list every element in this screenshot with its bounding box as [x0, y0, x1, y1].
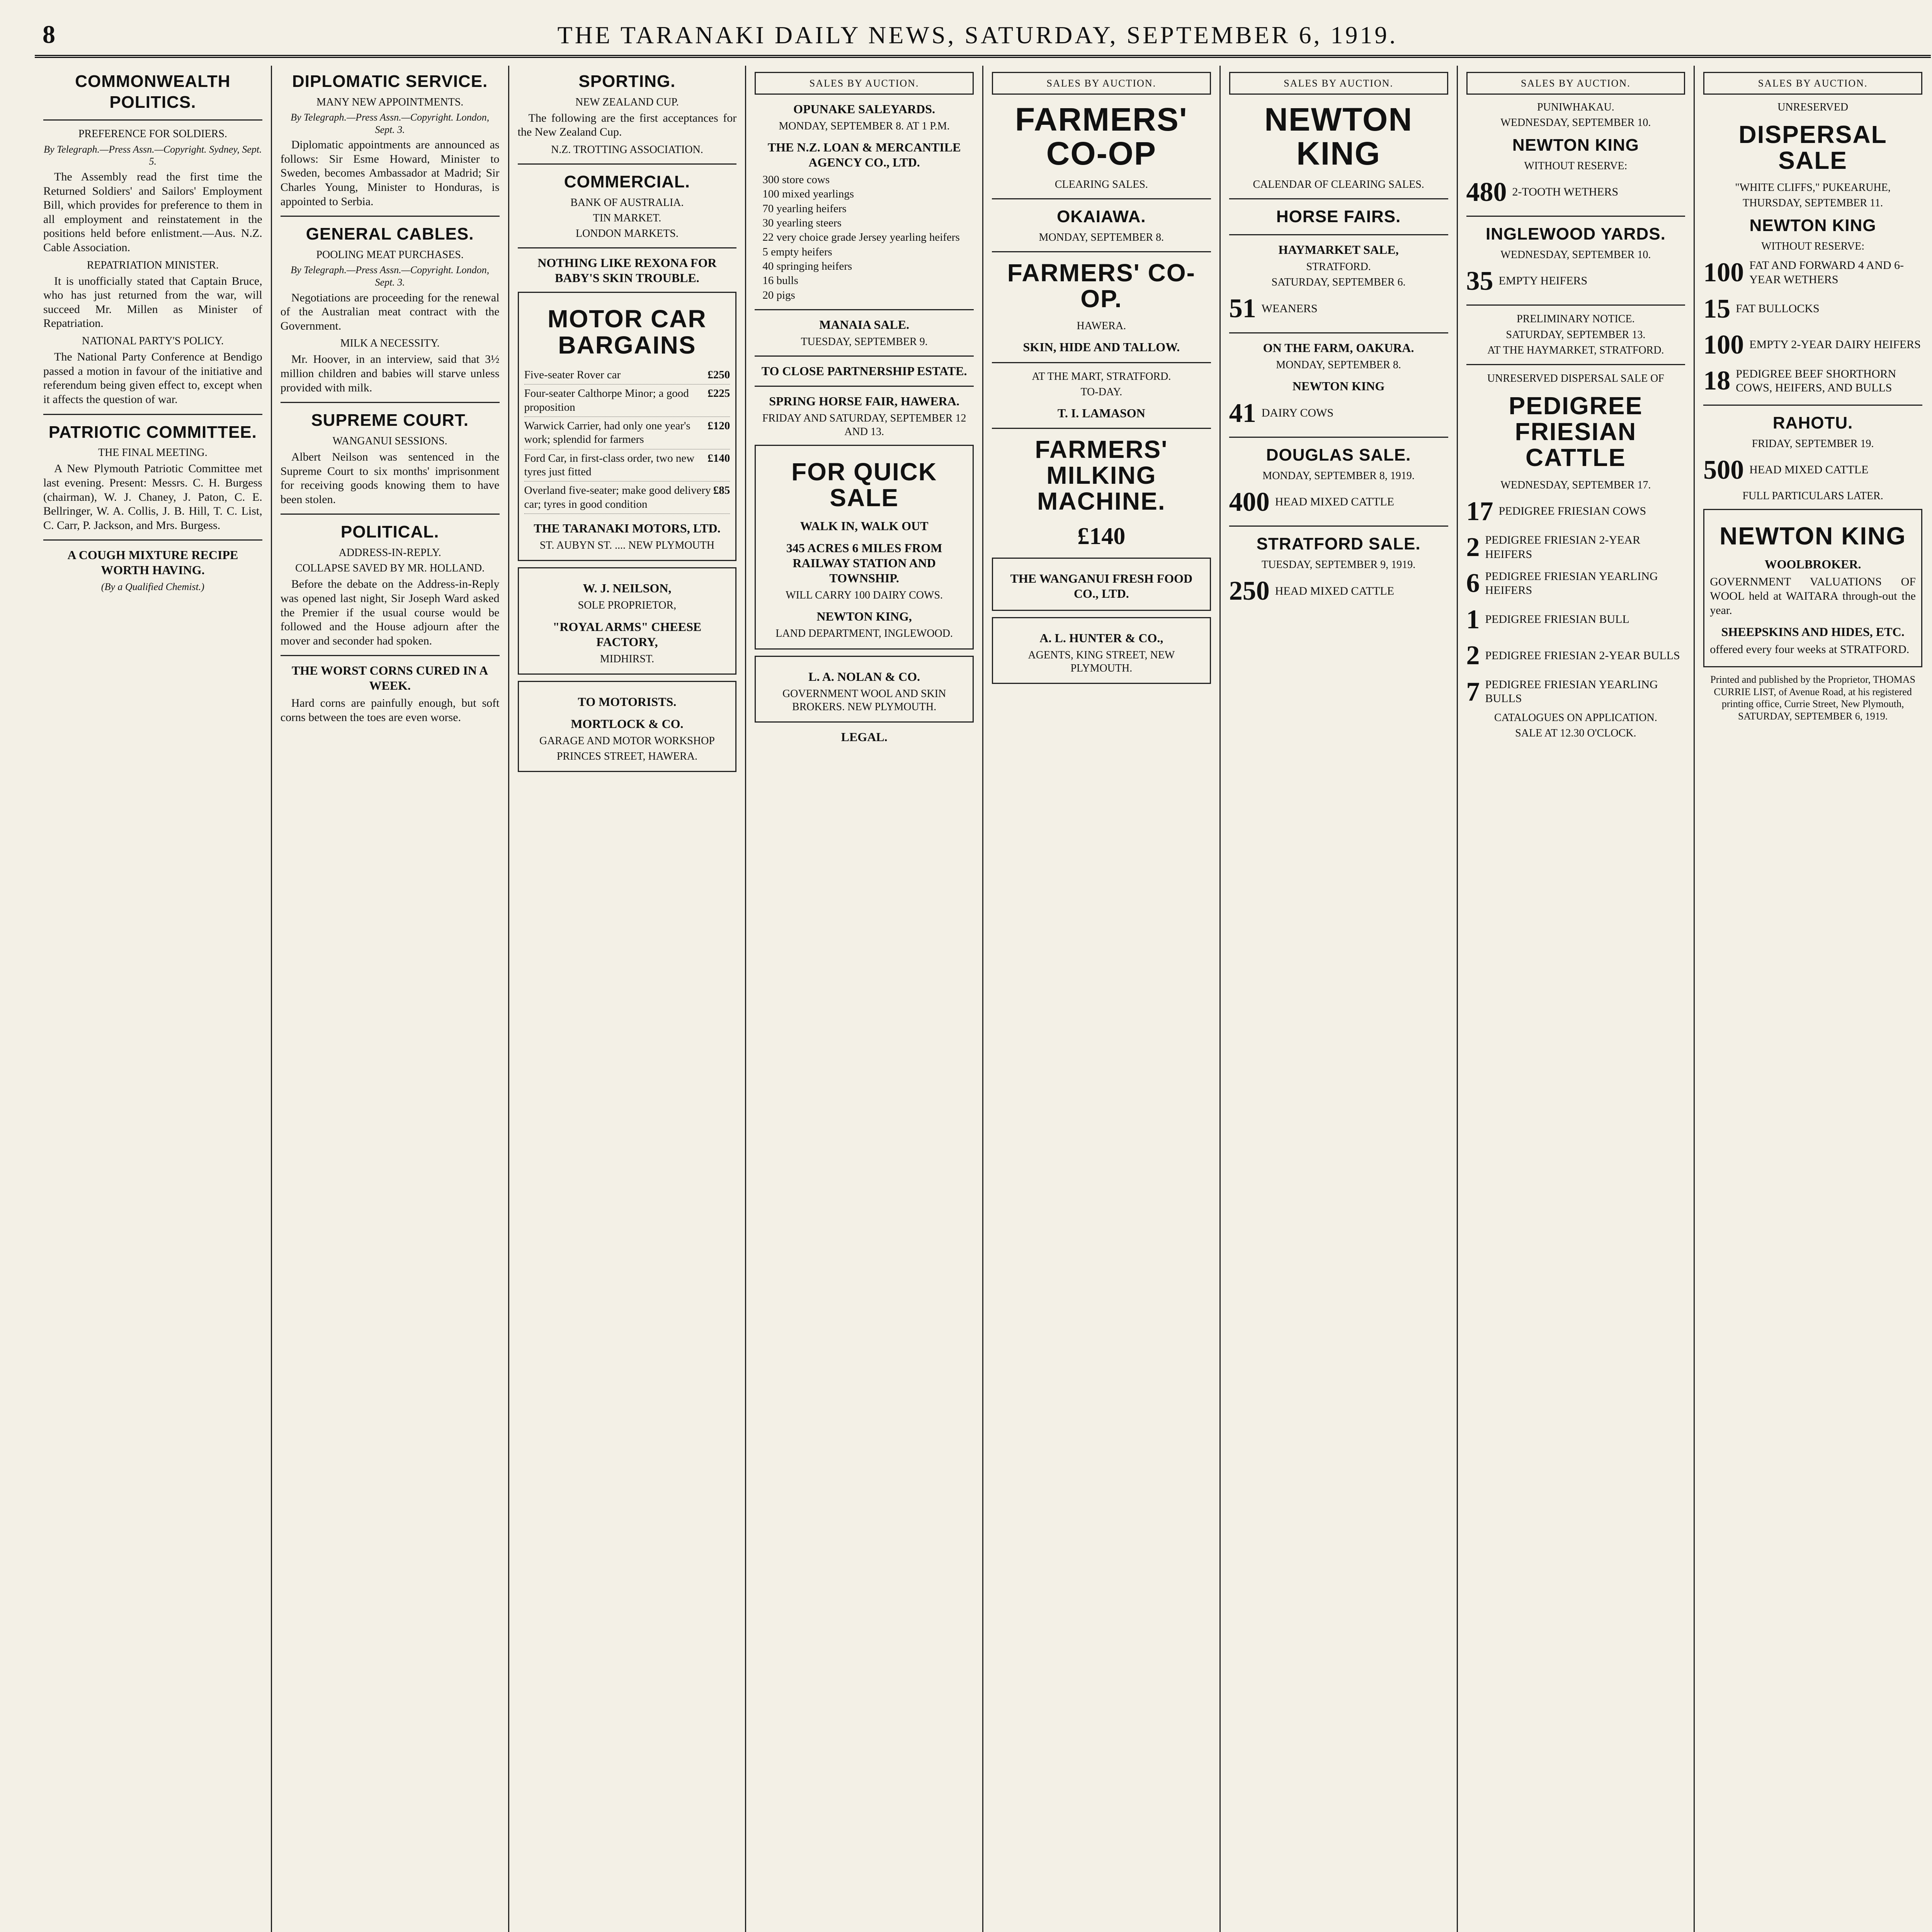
- headline-diplomatic: DIPLOMATIC SERVICE.: [292, 72, 488, 91]
- subhead: COLLAPSE SAVED BY MR. HOLLAND.: [295, 562, 485, 575]
- nolan-name: L. A. NOLAN & CO.: [808, 669, 920, 684]
- column-3: [509, 66, 747, 1932]
- milking-price: £140: [1077, 523, 1126, 550]
- lot-count: 18: [1703, 366, 1731, 396]
- lot: 400 HEAD MIXED CATTLE: [1229, 487, 1395, 517]
- subhead-final-meeting: THE FINAL MEETING.: [98, 447, 207, 459]
- okaiawa-heading: OKAIAWA.: [1057, 207, 1146, 226]
- lot: [1466, 495, 1685, 528]
- unreserved: UNRESERVED: [1777, 101, 1849, 113]
- princes-street: PRINCES STREET, HAWERA.: [556, 750, 698, 762]
- lot-desc: FAT BULLOCKS: [1736, 302, 1820, 315]
- horse-fairs: HORSE FAIRS.: [1276, 207, 1401, 226]
- lot: [1703, 256, 1922, 289]
- dispersal: UNRESERVED DISPERSAL SALE OF: [1487, 372, 1664, 384]
- article-body: A New Plymouth Patriotic Committee met last evening. Present: Messrs. C. H. Burgess (chairman), W. J. Chaney, J. Paton, C. E. Bellringer, W. A. Collis, J. B. Hill, T. C. List, C. Carr, P. Jackson, and Mrs. Burgess.: [43, 462, 262, 532]
- horse-fair-heading: SPRING HORSE FAIR, HAWERA.: [769, 394, 960, 408]
- white-cliffs: "WHITE CLIFFS," PUKEARUHE,: [1735, 182, 1891, 194]
- article-body: The Assembly read the first time the Returned Soldiers' and Sailors' Employment Bill, which provides for preference to them in all employment and reinstatement in the positions held before enlistment.—Aus. N.Z. Cable Association.: [43, 170, 262, 254]
- car-row: [524, 384, 730, 417]
- haymarket-sub: STRATFORD.: [1306, 260, 1371, 273]
- horse-fair-date: FRIDAY AND SATURDAY, SEPTEMBER 12 AND 13.: [762, 412, 966, 438]
- column-6: [1221, 66, 1458, 1932]
- opunake-heading: OPUNAKE SALEYARDS.: [793, 102, 935, 116]
- car-item: Five-seater Rover car: [524, 368, 621, 381]
- haymarket-date: SATURDAY, SEPTEMBER 6.: [1271, 276, 1406, 288]
- taranaki-motors: THE TARANAKI MOTORS, LTD.: [534, 521, 721, 536]
- column-1: [35, 66, 272, 1932]
- article-body: Before the debate on the Address-in-Reply was opened last night, Sir Joseph Ward asked the Premier if the usual course would be followed and the House adjourn after the mover and seconder had spoken.: [280, 578, 500, 647]
- dateline: By Telegraph.—Press Assn.—Copyright. London, Sept. 3.: [291, 264, 490, 288]
- nolan-sub: GOVERNMENT WOOL AND SKIN BROKERS. NEW PLYMOUTH.: [782, 687, 946, 713]
- calendar: CALENDAR OF CLEARING SALES.: [1253, 178, 1424, 190]
- headline-corns: THE WORST CORNS CURED IN A WEEK.: [291, 663, 488, 693]
- column-5: [983, 66, 1221, 1932]
- stock-item: 20 pigs: [762, 289, 795, 301]
- car-row: [524, 481, 730, 514]
- newton-king: NEWTON KING,: [816, 609, 912, 624]
- lot: 500 HEAD MIXED CATTLE: [1703, 455, 1869, 485]
- car-row: [524, 449, 730, 482]
- article-body: Mr. Hoover, in an interview, said that 3½ million children and babies will starve unless provided with milk.: [280, 353, 500, 394]
- lot-count: 15: [1703, 294, 1731, 324]
- stock-item: 70 yearling heifers: [762, 202, 847, 215]
- car-item: Warwick Carrier, had only one year's work; splendid for farmers: [524, 419, 690, 446]
- midhirst: MIDHIRST.: [600, 653, 654, 665]
- lot-count: 2: [1466, 532, 1480, 563]
- prelim-date: SATURDAY, SEPTEMBER 13.: [1506, 328, 1646, 341]
- oakura: ON THE FARM, OAKURA.: [1263, 340, 1414, 355]
- wanganui-advert: [992, 558, 1211, 611]
- clearing-sales: CLEARING SALES.: [1054, 178, 1148, 190]
- dateline: By Telegraph.—Press Assn.—Copyright. Sydney, Sept. 5.: [44, 143, 262, 167]
- car-row: [524, 417, 730, 449]
- stock-item: 30 yearling steers: [762, 216, 842, 229]
- lot-count: 17: [1466, 496, 1493, 526]
- reserve: WITHOUT RESERVE:: [1524, 160, 1628, 172]
- newton-king-banner: NEWTON KING: [1264, 101, 1413, 172]
- oakura-date: MONDAY, SEPTEMBER 8.: [1276, 359, 1401, 371]
- woolbroker: WOOLBROKER.: [1764, 557, 1861, 571]
- headline-patriotic: PATRIOTIC COMMITTEE.: [48, 422, 257, 442]
- royal-arms: "ROYAL ARMS" CHEESE FACTORY,: [553, 619, 702, 649]
- ped-date: WEDNESDAY, SEPTEMBER 17.: [1500, 479, 1651, 491]
- car-price: £140: [707, 452, 730, 464]
- white-cliffs-lots: [1703, 256, 1922, 398]
- lot: [1703, 328, 1922, 361]
- douglas: DOUGLAS SALE.: [1266, 446, 1411, 465]
- lot-desc: PEDIGREE FRIESIAN YEARLING BULLS: [1485, 678, 1658, 705]
- hunter-name: A. L. HUNTER & CO.,: [1039, 631, 1163, 645]
- car-price: £225: [707, 387, 730, 400]
- hunter-advert: [992, 617, 1211, 684]
- dateline: By Telegraph.—Press Assn.—Copyright. London, Sept. 3.: [291, 111, 490, 135]
- dispersal-banner: DISPERSAL SALE: [1738, 120, 1887, 174]
- quick-sale-banner: FOR QUICK SALE: [791, 457, 937, 512]
- rahotu-date: FRIDAY, SEPTEMBER 19.: [1752, 437, 1874, 450]
- car-price: £250: [707, 368, 730, 381]
- lot: [1703, 364, 1922, 397]
- manaia-heading: MANAIA SALE.: [819, 318, 910, 332]
- lot-desc: FAT AND FORWARD 4 AND 6-YEAR WETHERS: [1749, 259, 1904, 286]
- lot: 35 EMPTY HEIFERS: [1466, 266, 1588, 296]
- subhead: ADDRESS-IN-REPLY.: [338, 547, 441, 559]
- subhead: BANK OF AUSTRALIA.: [570, 196, 684, 209]
- section-header: SALES BY AUCTION.: [755, 72, 974, 95]
- neilson-advert: [518, 567, 737, 674]
- sale-time: SALE AT 12.30 O'CLOCK.: [1515, 727, 1636, 740]
- car-item: Overland five-seater; make good delivery car; tyres in good condition: [524, 484, 711, 510]
- headline-rexona: NOTHING LIKE REXONA FOR BABY'S SKIN TROUBLE.: [537, 256, 717, 285]
- reserve: WITHOUT RESERVE:: [1761, 240, 1865, 253]
- lot: [1466, 603, 1685, 636]
- lot-desc: PEDIGREE FRIESIAN 2-YEAR HEIFERS: [1485, 534, 1641, 561]
- headline-supreme-court: SUPREME COURT.: [311, 411, 469, 430]
- neilson-name: W. J. NEILSON,: [583, 581, 672, 595]
- stock-item: 16 bulls: [762, 274, 798, 287]
- lot: [1703, 293, 1922, 325]
- lot: [1466, 639, 1685, 672]
- land-dept: LAND DEPARTMENT, INGLEWOOD.: [776, 628, 953, 640]
- car-price: £85: [713, 484, 730, 497]
- mortlock: MORTLOCK & CO.: [571, 716, 684, 731]
- dairy-cows: WILL CARRY 100 DAIRY COWS.: [786, 589, 943, 602]
- byline: (By a Qualified Chemist.): [101, 581, 204, 593]
- milking-machine-banner: FARMERS' MILKING MACHINE.: [1035, 435, 1168, 515]
- article-body: The National Party Conference at Bendigo passed a motion in favour of the initiative and referendum being given effect to, except when it affects the question of war.: [43, 350, 262, 406]
- waitara: GOVERNMENT VALUATIONS OF WOOL held at WAITARA through-out the year.: [1710, 575, 1916, 617]
- headline-commercial: COMMERCIAL.: [564, 172, 690, 192]
- acres: 345 ACRES 6 MILES FROM RAILWAY STATION AND TOWNSHIP.: [786, 541, 942, 585]
- rahotu: RAHOTU.: [1772, 413, 1853, 432]
- nolan-advert: [755, 656, 974, 723]
- inglewood-date: WEDNESDAY, SEPTEMBER 10.: [1500, 248, 1651, 261]
- lot-count: 7: [1466, 677, 1480, 707]
- woolbroker-banner: NEWTON KING: [1719, 522, 1906, 550]
- puniwhakau: PUNIWHAKAU.: [1537, 101, 1614, 113]
- masthead: [35, 20, 1931, 58]
- car-row: [524, 366, 730, 384]
- sheepskins-sub: offered every four weeks at STRATFORD.: [1710, 643, 1910, 656]
- pedigree-banner: PEDIGREE FRIESIAN CATTLE: [1509, 391, 1643, 472]
- article-body: It is unofficially stated that Captain Bruce, who has just returned from the war, will succeed Mr. Millen as Minister of Repatriation.: [43, 274, 262, 330]
- newton-king: NEWTON KING: [1749, 216, 1876, 235]
- nzloan-heading: THE N.Z. LOAN & MERCANTILE AGENCY CO., LTD.: [767, 140, 961, 169]
- car-list: [524, 366, 730, 514]
- lot-desc: EMPTY 2-YEAR DAIRY HEIFERS: [1749, 338, 1921, 351]
- garage: GARAGE AND MOTOR WORKSHOP: [539, 735, 715, 747]
- particulars: FULL PARTICULARS LATER.: [1742, 490, 1883, 502]
- subhead: POOLING MEAT PURCHASES.: [316, 248, 464, 261]
- lot: 51 WEANERS: [1229, 294, 1318, 324]
- inglewood: INGLEWOOD YARDS.: [1485, 224, 1666, 244]
- lot: [1466, 531, 1685, 564]
- subhead: WANGANUI SESSIONS.: [332, 435, 447, 447]
- subhead: NEW ZEALAND CUP.: [575, 96, 679, 108]
- article-body: The following are the first acceptances for the New Zealand Cup.: [517, 111, 737, 139]
- stock-item: 300 store cows: [762, 173, 830, 186]
- lot: 250 HEAD MIXED CATTLE: [1229, 576, 1395, 606]
- sheepskins: SHEEPSKINS AND HIDES, ETC.: [1721, 625, 1905, 639]
- hunter-sub: AGENTS, KING STREET, NEW PLYMOUTH.: [1028, 649, 1175, 675]
- partnership-heading: TO CLOSE PARTNERSHIP ESTATE.: [761, 364, 967, 378]
- subhead-repatriation: REPATRIATION MINISTER.: [87, 259, 219, 271]
- catalogues: CATALOGUES ON APPLICATION.: [1494, 712, 1657, 724]
- headline-political: POLITICAL.: [340, 522, 439, 542]
- subhead: MILK A NECESSITY.: [340, 337, 440, 350]
- article-body: Diplomatic appointments are announced as follows: Sir Esme Howard, Minister to Sweden, becomes Ambassador at Madrid; Sir Charles Young, Minister to Honduras, is appointed to Serbia.: [280, 138, 500, 208]
- section-header: SALES BY AUCTION.: [1703, 72, 1922, 95]
- lot-desc: PEDIGREE FRIESIAN 2-YEAR BULLS: [1485, 649, 1680, 662]
- headline-general-cables: GENERAL CABLES.: [306, 224, 474, 244]
- mart: AT THE MART, STRATFORD.: [1032, 370, 1171, 383]
- lot-desc: PEDIGREE FRIESIAN COWS: [1498, 505, 1646, 518]
- section-header: SALES BY AUCTION.: [992, 72, 1211, 95]
- legal-heading: LEGAL.: [841, 730, 888, 744]
- stratford: STRATFORD SALE.: [1256, 534, 1421, 554]
- opunake-date: MONDAY, SEPTEMBER 8. AT 1 P.M.: [779, 120, 950, 132]
- columns: [35, 66, 1931, 1932]
- lot-count: 100: [1703, 330, 1744, 360]
- neilson-role: SOLE PROPRIETOR,: [578, 599, 677, 612]
- to-motorists: TO MOTORISTS.: [578, 694, 677, 709]
- subhead-national-party: NATIONAL PARTY'S POLICY.: [82, 335, 224, 347]
- headline-cough: A COUGH MIXTURE RECIPE WORTH HAVING.: [67, 548, 238, 577]
- car-item: Ford Car, in first-class order, two new tyres just fitted: [524, 452, 695, 478]
- stratford-date: TUESDAY, SEPTEMBER 9, 1919.: [1261, 559, 1416, 571]
- farmers-coop-banner: FARMERS' CO-OP: [1015, 101, 1188, 172]
- stock-item: 22 very choice grade Jersey yearling heifers: [762, 231, 960, 244]
- column-7: [1458, 66, 1695, 1932]
- manaia-date: TUESDAY, SEPTEMBER 9.: [801, 336, 928, 348]
- mortlock-advert: [518, 681, 737, 772]
- article-body: Albert Neilson was sentenced in the Supreme Court to six months' imprisonment for receiving goods knowing them to have been stolen.: [280, 451, 500, 506]
- lot-count: 6: [1466, 568, 1480, 599]
- newspaper-title: THE TARANAKI DAILY NEWS, SATURDAY, SEPTEMBER 6, 1919.: [557, 21, 1398, 49]
- douglas-date: MONDAY, SEPTEMBER 8, 1919.: [1262, 469, 1415, 482]
- lamason: T. I. LAMASON: [1057, 406, 1145, 420]
- today: TO-DAY.: [1080, 386, 1122, 398]
- lot: 41 DAIRY COWS: [1229, 398, 1334, 428]
- woolbroker-advert: [1703, 509, 1922, 667]
- lot-desc: PEDIGREE FRIESIAN BULL: [1485, 613, 1629, 626]
- subhead: LONDON MARKETS.: [575, 228, 679, 240]
- column-4: [746, 66, 983, 1932]
- farmers-coop-banner-2: FARMERS' CO-OP.: [1007, 259, 1196, 313]
- lot-desc: PEDIGREE FRIESIAN YEARLING HEIFERS: [1485, 570, 1658, 597]
- date: WEDNESDAY, SEPTEMBER 10.: [1500, 116, 1651, 129]
- article-body: Negotiations are proceeding for the renewal of the Australian meat contract with the Government.: [280, 291, 500, 332]
- prelim: PRELIMINARY NOTICE.: [1517, 313, 1635, 325]
- stock-item: 100 mixed yearlings: [762, 188, 854, 201]
- section-header: SALES BY AUCTION.: [1229, 72, 1448, 95]
- motors-address: ST. AUBYN ST. .... NEW PLYMOUTH: [539, 539, 714, 552]
- lot: [1466, 567, 1685, 600]
- car-price: £120: [707, 419, 730, 432]
- motor-car-banner: MOTOR CAR BARGAINS: [548, 305, 707, 359]
- article-body: Hard corns are painfully enough, but soft corns between the toes are even worse.: [280, 697, 500, 724]
- lot-count: 2: [1466, 641, 1480, 671]
- imprint: Printed and published by the Proprietor, THOMAS CURRIE LIST, of Avenue Road, at his registered printing office, Currie Street, New Plymouth, SATURDAY, SEPTEMBER 6, 1919.: [1710, 673, 1915, 722]
- lot-count: 100: [1703, 258, 1744, 288]
- headline-sporting: SPORTING.: [578, 72, 676, 91]
- column-8: [1695, 66, 1931, 1932]
- section-header: SALES BY AUCTION.: [1466, 72, 1685, 95]
- date: THURSDAY, SEPTEMBER 11.: [1743, 197, 1883, 209]
- haymarket: AT THE HAYMARKET, STRATFORD.: [1487, 344, 1664, 356]
- lot-desc: PEDIGREE BEEF SHORTHORN COWS, HEIFERS, AND BULLS: [1736, 367, 1896, 395]
- lot-count: 1: [1466, 604, 1480, 634]
- newton-king-2: NEWTON KING: [1292, 379, 1385, 393]
- lot: 480 2-TOOTH WETHERS: [1466, 177, 1619, 207]
- headline-commonwealth: COMMONWEALTH POLITICS.: [75, 72, 231, 112]
- column-2: [272, 66, 509, 1932]
- subhead: N.Z. TROTTING ASSOCIATION.: [551, 144, 703, 156]
- lot: [1466, 675, 1685, 708]
- pedigree-lots: [1466, 495, 1685, 708]
- walk-in: WALK IN, WALK OUT: [800, 519, 929, 533]
- stock-item: 5 empty heifers: [762, 245, 832, 258]
- newton-king: NEWTON KING: [1512, 135, 1639, 155]
- subhead-preference: PREFERENCE FOR SOLDIERS.: [78, 128, 227, 140]
- subhead: TIN MARKET.: [593, 212, 662, 224]
- skin-hide: SKIN, HIDE AND TALLOW.: [1023, 340, 1180, 354]
- car-item: Four-seater Calthorpe Minor; a good proposition: [524, 387, 689, 413]
- quick-sale-advert: [755, 445, 974, 650]
- opunake-stock-list: [755, 173, 974, 302]
- hawera: HAWERA.: [1077, 320, 1126, 332]
- stock-item: 40 springing heifers: [762, 260, 852, 273]
- haymarket: HAYMARKET SALE,: [1278, 242, 1399, 257]
- okaiawa-date: MONDAY, SEPTEMBER 8.: [1039, 231, 1164, 243]
- motor-car-advert: [518, 292, 737, 561]
- page-number: 8: [43, 20, 55, 49]
- wanganui-name: THE WANGANUI FRESH FOOD CO., LTD.: [1010, 571, 1193, 601]
- subhead: MANY NEW APPOINTMENTS.: [316, 96, 464, 108]
